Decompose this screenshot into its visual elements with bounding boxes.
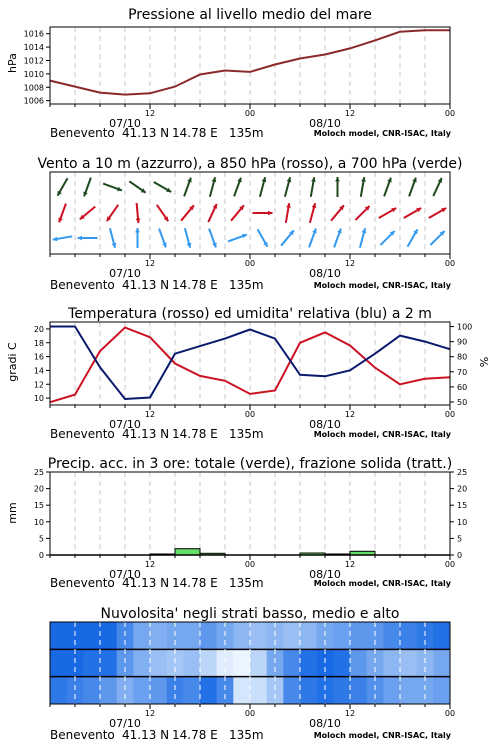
cloud-xtick-label: 12: [144, 709, 156, 718]
cloud-cell: [433, 622, 450, 650]
pressure-ytick-label: 1014: [23, 43, 44, 53]
precip-ylabel: mm: [6, 502, 19, 524]
pressure-date-1: 07/10: [109, 117, 141, 130]
cloud-cell: [133, 622, 150, 650]
cloud-cell: [300, 622, 317, 650]
precip-xtick-label: 00: [244, 560, 256, 569]
pressure-date-2: 08/10: [309, 117, 341, 130]
cloud-cell: [300, 677, 317, 705]
precip-xtick-label: 12: [144, 560, 156, 569]
precip-title: Precip. acc. in 3 ore: totale (verde), frazione solida (tratt.): [47, 456, 453, 472]
wind-alt: 135m: [229, 278, 264, 292]
temp-title: Temperatura (rosso) ed umidita' relativa (blu) a 2 m: [68, 306, 432, 322]
cloud-cell: [400, 622, 417, 650]
temp-ytick-label: 18: [33, 338, 44, 348]
temp-location: Benevento: [50, 427, 115, 441]
cloud-cell: [100, 622, 117, 650]
cloud-cell: [333, 677, 350, 705]
precip-credit: Moloch model, CNR-ISAC, Italy: [313, 579, 451, 588]
cloud-cell: [350, 649, 367, 677]
precip-right-ytick-label: 20: [457, 484, 468, 494]
precip-location: Benevento: [50, 576, 115, 590]
wind-arrow-head: [335, 177, 340, 181]
cloud-cell: [383, 622, 400, 650]
cloud-cell: [250, 677, 267, 705]
temp-ytick-label: 10: [33, 394, 44, 404]
wind-xtick-label: 12: [344, 259, 356, 268]
pressure-ytick-label: 1008: [23, 83, 44, 93]
wind-title: Vento a 10 m (azzurro), a 850 hPa (rosso), a 700 hPa (verde): [37, 156, 463, 172]
wind-lat: 41.13 N: [122, 278, 170, 292]
cloud-xtick-label: 12: [344, 709, 356, 718]
precip-date-2: 08/10: [309, 568, 341, 581]
pressure-ytick-label: 1012: [23, 56, 44, 66]
wind-arrow-head: [268, 211, 272, 216]
cloud-alt: 135m: [229, 728, 264, 742]
precip-ytick-label: 0: [38, 551, 44, 560]
wind-credit: Moloch model, CNR-ISAC, Italy: [313, 281, 451, 290]
pressure-location: Benevento: [50, 126, 115, 140]
precip-right-ytick-label: 10: [457, 517, 468, 527]
precip-xtick-label: 12: [344, 560, 356, 569]
temperature-line: [50, 328, 450, 403]
pressure-title: Pressione al livello medio del mare: [128, 7, 372, 23]
pressure-xtick-label: 00: [244, 109, 256, 118]
pressure-ytick-label: 1016: [23, 29, 44, 39]
humidity-ytick-label: 50: [457, 397, 468, 407]
cloud-location: Benevento: [50, 728, 115, 742]
precip-right-ytick-label: 0: [457, 551, 463, 560]
precip-date-1: 07/10: [109, 568, 141, 581]
cloud-cell: [383, 649, 400, 677]
cloud-cell: [250, 649, 267, 677]
precip-bar: [175, 549, 200, 555]
temp-credit: Moloch model, CNR-ISAC, Italy: [313, 430, 451, 439]
pressure-lat: 41.13 N: [122, 126, 170, 140]
humidity-ytick-label: 70: [457, 367, 468, 377]
wind-arrow-head: [78, 236, 82, 241]
cloud-cell: [200, 649, 217, 677]
precip-ytick-label: 5: [38, 534, 44, 544]
cloud-cell: [433, 649, 450, 677]
precip-ytick-label: 25: [33, 468, 44, 477]
pressure-ytick-label: 1006: [23, 96, 44, 106]
cloud-cell: [100, 677, 117, 705]
wind-lon: 14.78 E: [172, 278, 218, 292]
cloud-credit: Moloch model, CNR-ISAC, Italy: [313, 731, 451, 740]
cloud-cell: [283, 649, 300, 677]
wind-date-2: 08/10: [309, 267, 341, 280]
cloud-cell: [83, 677, 100, 705]
pressure-xtick-label: 12: [144, 109, 156, 118]
temperature-humidity-panel: [6, 306, 491, 441]
precip-lon: 14.78 E: [172, 576, 218, 590]
wind-xtick-label: 00: [244, 259, 256, 268]
pressure-alt: 135m: [229, 126, 264, 140]
cloud-cell: [350, 677, 367, 705]
pressure-credit: Moloch model, CNR-ISAC, Italy: [313, 129, 451, 138]
cloud-cell: [250, 622, 267, 650]
cloud-date-2: 08/10: [309, 717, 341, 730]
cloud-cell: [183, 649, 200, 677]
cloud-xtick-label: 00: [444, 709, 456, 718]
humidity-ytick-label: 60: [457, 382, 468, 392]
pressure-xtick-label: 12: [344, 109, 356, 118]
temp-xtick-label: 12: [144, 410, 156, 419]
cloud-cell: [233, 622, 250, 650]
wind-xtick-label: 12: [144, 259, 156, 268]
cloud-cell: [100, 649, 117, 677]
temp-lat: 41.13 N: [122, 427, 170, 441]
humidity-ytick-label: 90: [457, 337, 468, 347]
cloud-cell: [433, 677, 450, 705]
precip-ytick-label: 10: [33, 517, 44, 527]
cloud-cell: [400, 649, 417, 677]
cloud-cell: [83, 622, 100, 650]
cloud-cell: [200, 677, 217, 705]
pressure-lon: 14.78 E: [172, 126, 218, 140]
cloud-date-1: 07/10: [109, 717, 141, 730]
cloud-cell: [333, 622, 350, 650]
precipitation-panel: [6, 456, 452, 590]
precip-right-ytick-label: 25: [457, 468, 468, 477]
cloud-lat: 41.13 N: [122, 728, 170, 742]
cloud-cell: [150, 622, 167, 650]
cloud-cell: [333, 649, 350, 677]
cloud-xtick-label: 00: [244, 709, 256, 718]
cloud-cell: [200, 622, 217, 650]
precip-right-ytick-label: 15: [457, 501, 468, 511]
pressure-xtick-label: 00: [444, 109, 456, 118]
temp-xtick-label: 12: [344, 410, 356, 419]
cloud-cell: [150, 677, 167, 705]
cloud-cell: [83, 649, 100, 677]
cloud-cell: [183, 622, 200, 650]
temp-lon: 14.78 E: [172, 427, 218, 441]
cloud-cell: [233, 677, 250, 705]
temp-ytick-label: 20: [33, 324, 44, 334]
wind-arrow-head: [135, 228, 140, 232]
cloud-cell: [133, 649, 150, 677]
precip-right-ytick-label: 5: [457, 534, 463, 544]
cloud-cell: [233, 649, 250, 677]
cloud-cell: [133, 677, 150, 705]
temp-ytick-label: 12: [33, 380, 44, 390]
precip-xtick-label: 00: [444, 560, 456, 569]
temp-date-1: 07/10: [109, 418, 141, 431]
temp-alt: 135m: [229, 427, 264, 441]
cloud-title: Nuvolosita' negli strati basso, medio e alto: [100, 606, 400, 622]
pressure-ylabel: hPa: [6, 53, 19, 73]
cloud-cell: [283, 622, 300, 650]
wind-location: Benevento: [50, 278, 115, 292]
temp-xtick-label: 00: [244, 410, 256, 419]
wind-arrow-head: [136, 218, 141, 223]
temp-ytick-label: 16: [33, 352, 44, 362]
cloud-cell: [150, 649, 167, 677]
temp-date-2: 08/10: [309, 418, 341, 431]
humidity-ytick-label: 100: [457, 322, 473, 332]
cloud-cell: [350, 622, 367, 650]
precip-ytick-label: 15: [33, 501, 44, 511]
temp-xtick-label: 00: [444, 410, 456, 419]
cloud-cell: [400, 677, 417, 705]
humidity-ylabel: %: [478, 356, 491, 368]
wind-xtick-label: 00: [444, 259, 456, 268]
cloud-cell: [183, 677, 200, 705]
precip-alt: 135m: [229, 576, 264, 590]
temp-ytick-label: 14: [33, 366, 44, 376]
pressure-ytick-label: 1010: [23, 69, 44, 79]
cloud-cell: [383, 677, 400, 705]
cloud-lon: 14.78 E: [172, 728, 218, 742]
cloud-cell: [50, 677, 67, 705]
wind-date-1: 07/10: [109, 267, 141, 280]
precip-ytick-label: 20: [33, 484, 44, 494]
cloud-cell: [50, 622, 67, 650]
temp-ylabel: gradi C: [6, 342, 19, 382]
cloud-cell: [50, 649, 67, 677]
precip-lat: 41.13 N: [122, 576, 170, 590]
humidity-ytick-label: 80: [457, 352, 468, 362]
cloud-cell: [300, 649, 317, 677]
cloud-cell: [283, 677, 300, 705]
